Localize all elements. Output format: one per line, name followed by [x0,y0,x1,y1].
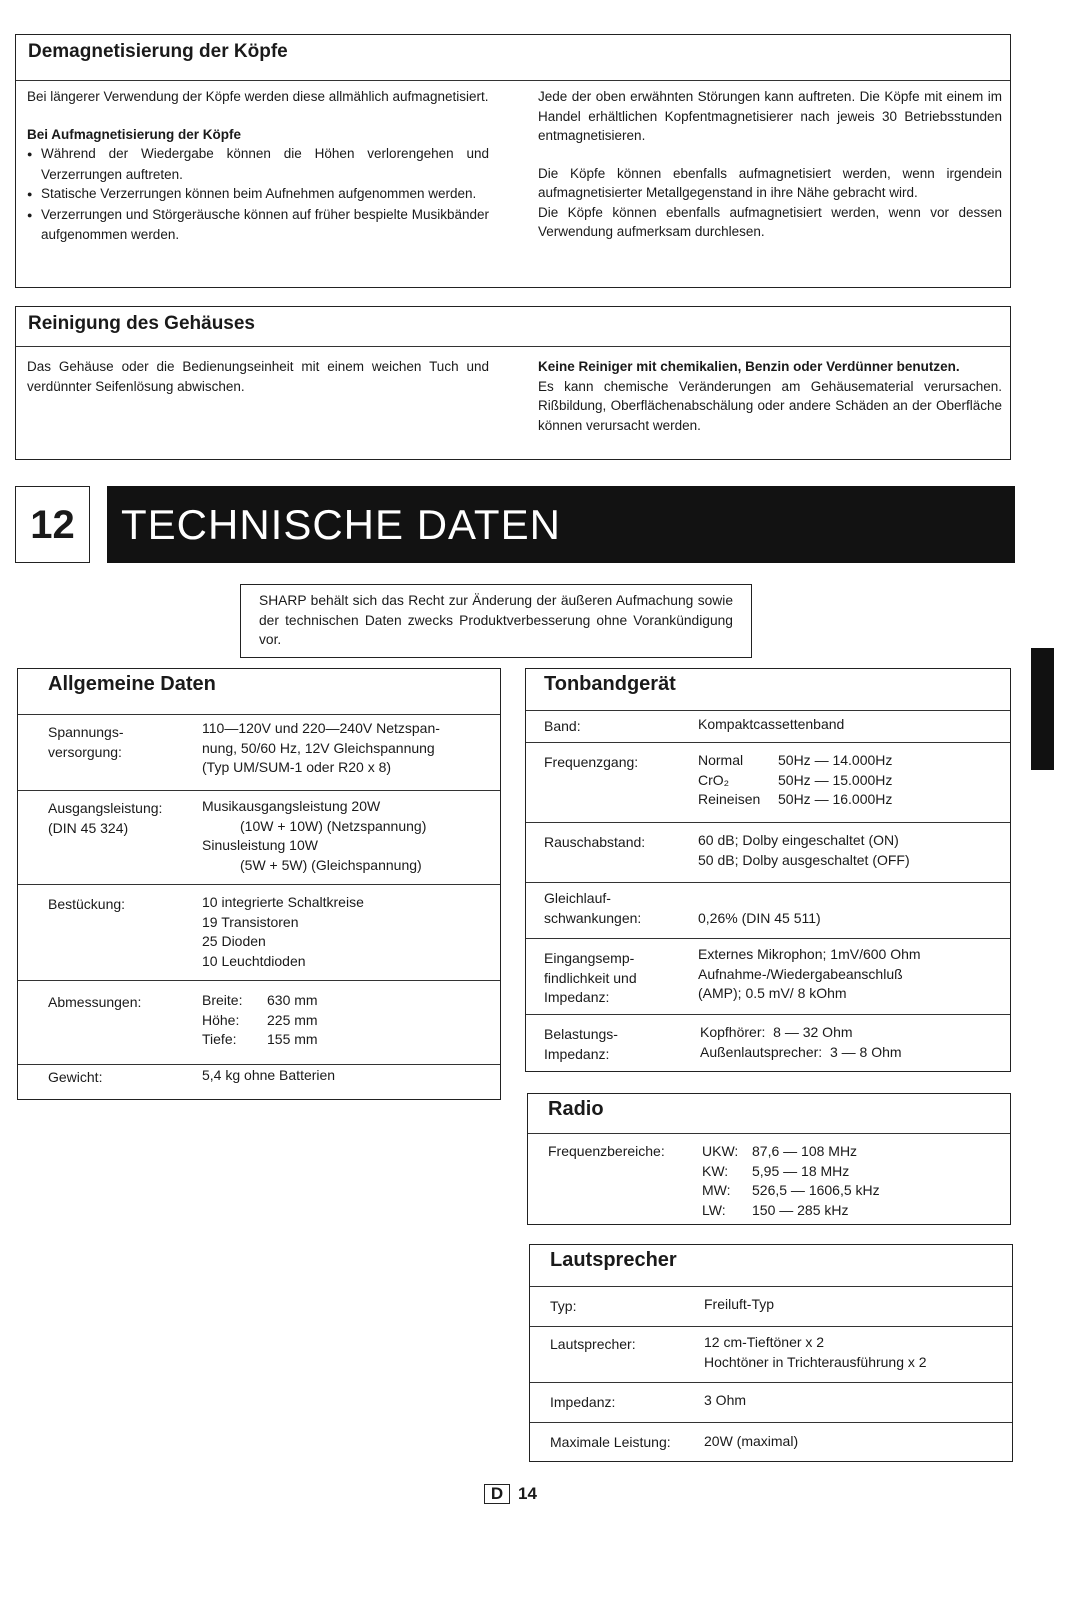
load-impedance-label: Belastungs- Impedanz: [544,1026,618,1062]
cleaning-title: Reinigung des Gehäuses [16,307,1010,347]
power-supply-label: Spannungs- versorgung: [48,724,124,760]
notice-box: SHARP behält sich das Recht zur Änderung der äußeren Aufmachung sowie der technischen Daten zwecks Produktverbesserung ohne Vorankündigung vor. [240,584,752,658]
tape-deck-title: Tonbandgerät [526,669,1010,711]
page-footer [484,1483,537,1505]
general-data-title: Allgemeine Daten [18,669,500,715]
list-item: ● Statische Verzerrungen können beim Aufnehmen aufgenommen werden. [27,184,489,205]
tape-deck-table [525,668,1011,1072]
components-label: Bestückung: [48,896,126,912]
power-supply-value: 110—120V und 220—240V Netzspan- nung, 50/60 Hz, 12V Gleichspannung (Typ UM/SUM-1 oder R20 x 8) [202,720,440,775]
table-row [18,885,500,981]
input-sensitivity-value: Externes Mikrophon; 1mV/600 Ohm Aufnahme-/Wiedergabeanschluß (AMP); 0.5 mV/ 8 kOhm [698,946,921,1001]
demagnetization-section [15,34,1011,288]
table-row [18,981,500,1065]
demagnetization-right-column [538,87,1002,242]
load-impedance-value: Kopfhörer: 8 — 32 Ohm Außenlautsprecher: 3 — 8 Ohm [700,1024,902,1060]
dimensions-label: Abmessungen: [48,994,142,1010]
speaker-type-value: Freiluft-Typ [704,1296,775,1312]
weight-label: Gewicht: [48,1069,103,1085]
list-item: ● Während der Wiedergabe können die Höhen verlorengehen und Verzerrungen auftreten. [27,144,489,184]
demagnetization-left-column [27,87,489,245]
cleaning-warning: Keine Reiniger mit chemikalien, Benzin oder Verdünner benutzen. [538,359,960,374]
table-row [18,1065,500,1101]
input-sensitivity-label: Eingangsemp- findlichkeit und Impedanz: [544,950,637,1005]
cleaning-left-text: Das Gehäuse oder die Bedienungseinheit mit einem weichen Tuch und verdünnter Seifenlösung abwischen. [27,359,489,394]
max-power-label: Maximale Leistung: [550,1434,671,1450]
cleaning-section [15,306,1011,460]
speakers-value: 12 cm-Tieftöner x 2 Hochtöner in Trichterausführung x 2 [704,1334,927,1370]
table-row [18,791,500,885]
impedance-value: 3 Ohm [704,1392,747,1408]
section-number: 12 [30,503,75,547]
signal-noise-value: 60 dB; Dolby eingeschaltet (ON) 50 dB; Dolby ausgeschaltet (OFF) [698,832,910,868]
speaker-table [529,1244,1013,1462]
components-value: 10 integrierte Schaltkreise 19 Transistoren 25 Dioden 10 Leuchtdioden [202,894,364,969]
demagnetization-intro: Bei längerer Verwendung der Köpfe werden diese allmählich aufmagnetisiert. [27,89,489,104]
table-row [530,1383,1012,1423]
table-row [526,743,1010,823]
signal-noise-label: Rauschabstand: [544,834,646,850]
wow-flutter-label: Gleichlauf- schwankungen: [544,890,642,926]
frequency-ranges-label: Frequenzbereiche: [548,1143,665,1159]
radio-title: Radio [528,1094,1010,1134]
weight-value: 5,4 kg ohne Batterien [202,1067,336,1083]
demagnetization-title: Demagnetisierung der Köpfe [16,35,1010,81]
table-row [530,1287,1012,1327]
demagnetization-bullet-list [27,144,489,245]
max-power-value: 20W (maximal) [704,1433,799,1449]
frequency-response-label: Frequenzgang: [544,754,639,770]
demagnetization-paragraph: Die Köpfe können ebenfalls aufmagnetisiert werden, wenn vor dessen Verwendung aufmerksam durchlesen. [538,204,1002,239]
frequency-response-value: Normal 50Hz — 14.000Hz CrO₂ 50Hz — 15.000Hz Reineisen 50Hz — 16.000Hz [698,752,893,807]
page-number: 14 [518,1484,537,1503]
table-row [18,715,500,791]
speakers-label: Lautsprecher: [550,1336,636,1352]
table-row [526,711,1010,743]
impedance-label: Impedanz: [550,1394,616,1410]
speaker-title: Lautsprecher [530,1245,1012,1287]
section-title: TECHNISCHE DATEN [121,501,561,548]
speaker-type-label: Typ: [550,1298,577,1314]
side-tab-marker [1031,648,1054,770]
table-row [526,883,1010,939]
table-row [526,1015,1010,1073]
output-power-value: Musikausgangsleistung 20W (10W + 10W) (Netzspannung) Sinusleistung 10W (5W + 5W) (Gleichspannung) [202,798,427,873]
general-data-table [17,668,501,1100]
demagnetization-paragraph: Jede der oben erwähnten Störungen kann auftreten. Die Köpfe mit einem im Handel erhältlichen Kopfentmagnetisierer nach jeweis 30 Betriebsstunden entmagnetisieren. [538,89,1002,143]
demagnetization-subheading: Bei Aufmagnetisierung der Köpfe [27,126,242,142]
table-row [530,1423,1012,1463]
table-row [526,823,1010,883]
language-code-box: D [484,1484,510,1504]
section-title-banner [107,486,1015,563]
table-row [530,1327,1012,1383]
radio-table [527,1093,1011,1225]
tape-band-label: Band: [544,718,581,734]
frequency-ranges-value: UKW: 87,6 — 108 MHz KW: 5,95 — 18 MHz MW: 526,5 — 1606,5 kHz LW: 150 — 285 kHz [702,1143,880,1218]
tape-band-value: Kompaktcassettenband [698,716,845,732]
wow-flutter-value: 0,26% (DIN 45 511) [698,910,821,926]
cleaning-warning-detail: Es kann chemische Veränderungen am Gehäusematerial verursachen. Rißbildung, Oberflächenabschälung oder andere Schäden an der Oberfläche können verursacht werden. [538,378,1002,433]
list-item: ● Verzerrungen und Störgeräusche können auf früher bespielte Musikbänder aufgenommen werden. [27,205,489,245]
dimensions-value: Breite: 630 mm Höhe: 225 mm Tiefe: 155 mm [202,992,318,1047]
demagnetization-paragraph: Die Köpfe können ebenfalls aufmagnetisiert werden, wenn irgendein aufmagnetisierter Metallgegenstand in ihre Nähe gebracht wird. [538,165,1002,200]
table-row [526,939,1010,1015]
section-number-box [15,486,90,563]
output-power-label: Ausgangsleistung: (DIN 45 324) [48,800,163,836]
cleaning-right-column [538,357,1002,435]
